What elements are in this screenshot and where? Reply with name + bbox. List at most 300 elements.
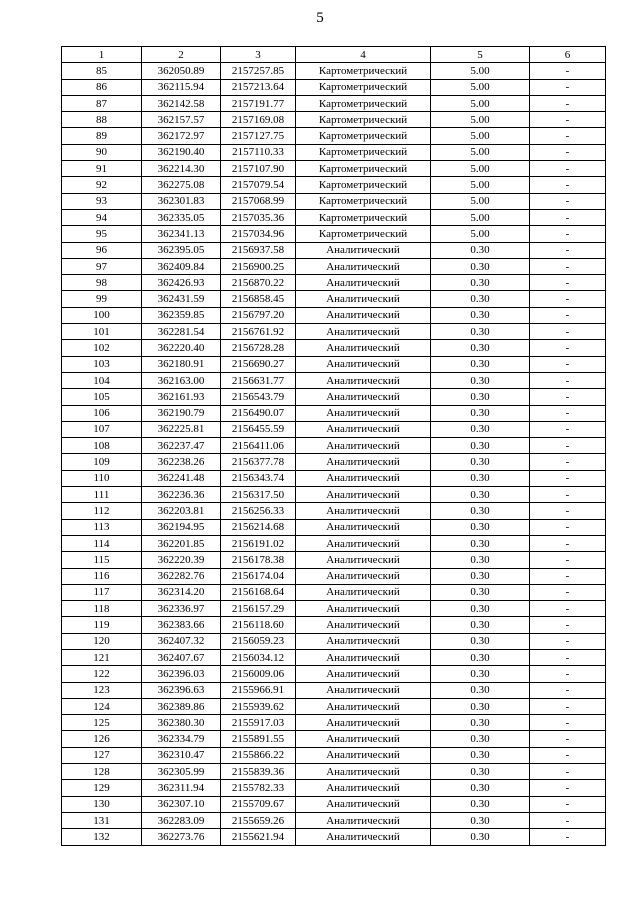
column-header: 2 — [142, 47, 221, 63]
note-cell: - — [530, 584, 606, 600]
y-coordinate-cell: 2155659.26 — [221, 812, 296, 828]
table-row — [62, 829, 606, 845]
y-coordinate-cell: 2156377.78 — [221, 454, 296, 470]
x-coordinate-cell: 362335.05 — [142, 209, 221, 225]
y-coordinate-cell: 2156797.20 — [221, 307, 296, 323]
point-number-cell: 117 — [62, 584, 142, 600]
table-row — [62, 666, 606, 682]
accuracy-cell: 5.00 — [431, 209, 530, 225]
y-coordinate-cell: 2155939.62 — [221, 698, 296, 714]
point-number-cell: 121 — [62, 649, 142, 665]
point-number-cell: 122 — [62, 666, 142, 682]
note-cell: - — [530, 454, 606, 470]
point-number-cell: 131 — [62, 812, 142, 828]
y-coordinate-cell: 2156455.59 — [221, 421, 296, 437]
method-cell: Аналитический — [296, 633, 431, 649]
method-cell: Аналитический — [296, 258, 431, 274]
y-coordinate-cell: 2156009.06 — [221, 666, 296, 682]
method-cell: Аналитический — [296, 796, 431, 812]
x-coordinate-cell: 362190.79 — [142, 405, 221, 421]
y-coordinate-cell: 2156191.02 — [221, 535, 296, 551]
x-coordinate-cell: 362431.59 — [142, 291, 221, 307]
accuracy-cell: 5.00 — [431, 128, 530, 144]
method-cell: Аналитический — [296, 731, 431, 747]
note-cell: - — [530, 128, 606, 144]
table-row — [62, 584, 606, 600]
note-cell: - — [530, 731, 606, 747]
method-cell: Картометрический — [296, 226, 431, 242]
y-coordinate-cell: 2157035.36 — [221, 209, 296, 225]
point-number-cell: 102 — [62, 340, 142, 356]
note-cell: - — [530, 487, 606, 503]
method-cell: Картометрический — [296, 79, 431, 95]
accuracy-cell: 0.30 — [431, 649, 530, 665]
method-cell: Аналитический — [296, 780, 431, 796]
y-coordinate-cell: 2156858.45 — [221, 291, 296, 307]
note-cell: - — [530, 682, 606, 698]
y-coordinate-cell: 2157079.54 — [221, 177, 296, 193]
method-cell: Картометрический — [296, 112, 431, 128]
accuracy-cell: 0.30 — [431, 601, 530, 617]
note-cell: - — [530, 438, 606, 454]
table-row — [62, 356, 606, 372]
table-row — [62, 503, 606, 519]
point-number-cell: 104 — [62, 372, 142, 388]
method-cell: Аналитический — [296, 584, 431, 600]
note-cell: - — [530, 552, 606, 568]
table-row — [62, 324, 606, 340]
x-coordinate-cell: 362314.20 — [142, 584, 221, 600]
y-coordinate-cell: 2157169.08 — [221, 112, 296, 128]
table-row — [62, 128, 606, 144]
point-number-cell: 97 — [62, 258, 142, 274]
note-cell: - — [530, 405, 606, 421]
note-cell: - — [530, 519, 606, 535]
table-row — [62, 715, 606, 731]
accuracy-cell: 0.30 — [431, 552, 530, 568]
note-cell: - — [530, 812, 606, 828]
y-coordinate-cell: 2156543.79 — [221, 389, 296, 405]
method-cell: Картометрический — [296, 144, 431, 160]
note-cell: - — [530, 601, 606, 617]
note-cell: - — [530, 389, 606, 405]
accuracy-cell: 5.00 — [431, 144, 530, 160]
note-cell: - — [530, 275, 606, 291]
table-row — [62, 291, 606, 307]
y-coordinate-cell: 2156870.22 — [221, 275, 296, 291]
column-header: 4 — [296, 47, 431, 63]
table-row — [62, 682, 606, 698]
x-coordinate-cell: 362163.00 — [142, 372, 221, 388]
accuracy-cell: 0.30 — [431, 242, 530, 258]
accuracy-cell: 0.30 — [431, 405, 530, 421]
method-cell: Аналитический — [296, 454, 431, 470]
y-coordinate-cell: 2156937.58 — [221, 242, 296, 258]
method-cell: Аналитический — [296, 421, 431, 437]
table-row — [62, 698, 606, 714]
x-coordinate-cell: 362396.63 — [142, 682, 221, 698]
point-number-cell: 132 — [62, 829, 142, 845]
point-number-cell: 120 — [62, 633, 142, 649]
note-cell: - — [530, 307, 606, 323]
method-cell: Аналитический — [296, 405, 431, 421]
note-cell: - — [530, 715, 606, 731]
point-number-cell: 128 — [62, 764, 142, 780]
point-number-cell: 126 — [62, 731, 142, 747]
y-coordinate-cell: 2156631.77 — [221, 372, 296, 388]
point-number-cell: 109 — [62, 454, 142, 470]
x-coordinate-cell: 362407.67 — [142, 649, 221, 665]
accuracy-cell: 0.30 — [431, 454, 530, 470]
x-coordinate-cell: 362409.84 — [142, 258, 221, 274]
note-cell: - — [530, 617, 606, 633]
point-number-cell: 100 — [62, 307, 142, 323]
column-header: 5 — [431, 47, 530, 63]
method-cell: Аналитический — [296, 372, 431, 388]
point-number-cell: 86 — [62, 79, 142, 95]
x-coordinate-cell: 362426.93 — [142, 275, 221, 291]
y-coordinate-cell: 2156034.12 — [221, 649, 296, 665]
x-coordinate-cell: 362334.79 — [142, 731, 221, 747]
method-cell: Аналитический — [296, 601, 431, 617]
note-cell: - — [530, 698, 606, 714]
accuracy-cell: 0.30 — [431, 731, 530, 747]
note-cell: - — [530, 764, 606, 780]
column-header: 1 — [62, 47, 142, 63]
note-cell: - — [530, 747, 606, 763]
x-coordinate-cell: 362407.32 — [142, 633, 221, 649]
accuracy-cell: 5.00 — [431, 226, 530, 242]
x-coordinate-cell: 362220.39 — [142, 552, 221, 568]
y-coordinate-cell: 2156411.06 — [221, 438, 296, 454]
point-number-cell: 125 — [62, 715, 142, 731]
point-number-cell: 90 — [62, 144, 142, 160]
x-coordinate-cell: 362161.93 — [142, 389, 221, 405]
note-cell: - — [530, 95, 606, 111]
note-cell: - — [530, 79, 606, 95]
y-coordinate-cell: 2157068.99 — [221, 193, 296, 209]
point-number-cell: 114 — [62, 535, 142, 551]
table-row — [62, 161, 606, 177]
accuracy-cell: 5.00 — [431, 161, 530, 177]
table-row — [62, 780, 606, 796]
method-cell: Аналитический — [296, 698, 431, 714]
accuracy-cell: 0.30 — [431, 698, 530, 714]
method-cell: Аналитический — [296, 812, 431, 828]
method-cell: Аналитический — [296, 682, 431, 698]
note-cell: - — [530, 829, 606, 845]
accuracy-cell: 0.30 — [431, 340, 530, 356]
table-row — [62, 307, 606, 323]
note-cell: - — [530, 421, 606, 437]
accuracy-cell: 0.30 — [431, 568, 530, 584]
table-row — [62, 144, 606, 160]
table-row — [62, 209, 606, 225]
x-coordinate-cell: 362311.94 — [142, 780, 221, 796]
note-cell: - — [530, 503, 606, 519]
table-row — [62, 79, 606, 95]
accuracy-cell: 0.30 — [431, 275, 530, 291]
accuracy-cell: 0.30 — [431, 633, 530, 649]
x-coordinate-cell: 362241.48 — [142, 470, 221, 486]
point-number-cell: 92 — [62, 177, 142, 193]
x-coordinate-cell: 362389.86 — [142, 698, 221, 714]
accuracy-cell: 0.30 — [431, 715, 530, 731]
method-cell: Картометрический — [296, 177, 431, 193]
note-cell: - — [530, 666, 606, 682]
point-number-cell: 106 — [62, 405, 142, 421]
accuracy-cell: 0.30 — [431, 487, 530, 503]
y-coordinate-cell: 2155891.55 — [221, 731, 296, 747]
y-coordinate-cell: 2156343.74 — [221, 470, 296, 486]
table-row — [62, 796, 606, 812]
table-row — [62, 617, 606, 633]
x-coordinate-cell: 362203.81 — [142, 503, 221, 519]
x-coordinate-cell: 362194.95 — [142, 519, 221, 535]
accuracy-cell: 0.30 — [431, 307, 530, 323]
method-cell: Картометрический — [296, 95, 431, 111]
method-cell: Аналитический — [296, 715, 431, 731]
accuracy-cell: 0.30 — [431, 324, 530, 340]
accuracy-cell: 0.30 — [431, 389, 530, 405]
accuracy-cell: 0.30 — [431, 535, 530, 551]
table-row — [62, 552, 606, 568]
accuracy-cell: 5.00 — [431, 63, 530, 79]
method-cell: Аналитический — [296, 503, 431, 519]
method-cell: Аналитический — [296, 307, 431, 323]
table-row — [62, 242, 606, 258]
table-row — [62, 63, 606, 79]
point-number-cell: 112 — [62, 503, 142, 519]
point-number-cell: 111 — [62, 487, 142, 503]
accuracy-cell: 0.30 — [431, 780, 530, 796]
y-coordinate-cell: 2156690.27 — [221, 356, 296, 372]
y-coordinate-cell: 2157257.85 — [221, 63, 296, 79]
table-row — [62, 454, 606, 470]
table-row — [62, 193, 606, 209]
method-cell: Аналитический — [296, 747, 431, 763]
accuracy-cell: 5.00 — [431, 95, 530, 111]
point-number-cell: 96 — [62, 242, 142, 258]
note-cell: - — [530, 177, 606, 193]
point-number-cell: 99 — [62, 291, 142, 307]
table-row — [62, 372, 606, 388]
note-cell: - — [530, 535, 606, 551]
accuracy-cell: 0.30 — [431, 438, 530, 454]
y-coordinate-cell: 2155709.67 — [221, 796, 296, 812]
method-cell: Аналитический — [296, 438, 431, 454]
note-cell: - — [530, 63, 606, 79]
table-row — [62, 764, 606, 780]
x-coordinate-cell: 362395.05 — [142, 242, 221, 258]
x-coordinate-cell: 362301.83 — [142, 193, 221, 209]
note-cell: - — [530, 340, 606, 356]
point-number-cell: 124 — [62, 698, 142, 714]
x-coordinate-cell: 362115.94 — [142, 79, 221, 95]
method-cell: Аналитический — [296, 617, 431, 633]
method-cell: Картометрический — [296, 63, 431, 79]
x-coordinate-cell: 362305.99 — [142, 764, 221, 780]
x-coordinate-cell: 362380.30 — [142, 715, 221, 731]
accuracy-cell: 0.30 — [431, 503, 530, 519]
point-number-cell: 119 — [62, 617, 142, 633]
method-cell: Аналитический — [296, 552, 431, 568]
y-coordinate-cell: 2155621.94 — [221, 829, 296, 845]
method-cell: Аналитический — [296, 340, 431, 356]
x-coordinate-cell: 362190.40 — [142, 144, 221, 160]
note-cell: - — [530, 324, 606, 340]
table-row — [62, 519, 606, 535]
table-row — [62, 649, 606, 665]
x-coordinate-cell: 362341.13 — [142, 226, 221, 242]
point-number-cell: 129 — [62, 780, 142, 796]
x-coordinate-cell: 362283.09 — [142, 812, 221, 828]
note-cell: - — [530, 161, 606, 177]
note-cell: - — [530, 568, 606, 584]
point-number-cell: 123 — [62, 682, 142, 698]
accuracy-cell: 0.30 — [431, 258, 530, 274]
y-coordinate-cell: 2156157.29 — [221, 601, 296, 617]
y-coordinate-cell: 2156059.23 — [221, 633, 296, 649]
x-coordinate-cell: 362336.97 — [142, 601, 221, 617]
x-coordinate-cell: 362180.91 — [142, 356, 221, 372]
point-number-cell: 88 — [62, 112, 142, 128]
point-number-cell: 110 — [62, 470, 142, 486]
x-coordinate-cell: 362220.40 — [142, 340, 221, 356]
note-cell: - — [530, 796, 606, 812]
method-cell: Аналитический — [296, 275, 431, 291]
note-cell: - — [530, 209, 606, 225]
method-cell: Аналитический — [296, 519, 431, 535]
method-cell: Аналитический — [296, 666, 431, 682]
note-cell: - — [530, 291, 606, 307]
method-cell: Аналитический — [296, 356, 431, 372]
point-number-cell: 94 — [62, 209, 142, 225]
x-coordinate-cell: 362142.58 — [142, 95, 221, 111]
table-row — [62, 226, 606, 242]
accuracy-cell: 0.30 — [431, 372, 530, 388]
y-coordinate-cell: 2156174.04 — [221, 568, 296, 584]
point-number-cell: 93 — [62, 193, 142, 209]
table-row — [62, 258, 606, 274]
table-row — [62, 177, 606, 193]
method-cell: Аналитический — [296, 568, 431, 584]
y-coordinate-cell: 2156900.25 — [221, 258, 296, 274]
y-coordinate-cell: 2155839.36 — [221, 764, 296, 780]
x-coordinate-cell: 362157.57 — [142, 112, 221, 128]
table-row — [62, 535, 606, 551]
accuracy-cell: 0.30 — [431, 584, 530, 600]
point-number-cell: 98 — [62, 275, 142, 291]
x-coordinate-cell: 362310.47 — [142, 747, 221, 763]
table-row — [62, 601, 606, 617]
point-number-cell: 130 — [62, 796, 142, 812]
note-cell: - — [530, 242, 606, 258]
point-number-cell: 127 — [62, 747, 142, 763]
y-coordinate-cell: 2157213.64 — [221, 79, 296, 95]
x-coordinate-cell: 362238.26 — [142, 454, 221, 470]
note-cell: - — [530, 649, 606, 665]
accuracy-cell: 5.00 — [431, 79, 530, 95]
note-cell: - — [530, 226, 606, 242]
method-cell: Аналитический — [296, 291, 431, 307]
accuracy-cell: 5.00 — [431, 112, 530, 128]
note-cell: - — [530, 144, 606, 160]
x-coordinate-cell: 362282.76 — [142, 568, 221, 584]
note-cell: - — [530, 193, 606, 209]
x-coordinate-cell: 362236.36 — [142, 487, 221, 503]
table-row — [62, 112, 606, 128]
accuracy-cell: 0.30 — [431, 519, 530, 535]
point-number-cell: 87 — [62, 95, 142, 111]
method-cell: Аналитический — [296, 389, 431, 405]
point-number-cell: 105 — [62, 389, 142, 405]
method-cell: Аналитический — [296, 324, 431, 340]
table-row — [62, 812, 606, 828]
method-cell: Картометрический — [296, 128, 431, 144]
accuracy-cell: 5.00 — [431, 177, 530, 193]
method-cell: Картометрический — [296, 209, 431, 225]
accuracy-cell: 0.30 — [431, 829, 530, 845]
table-row — [62, 389, 606, 405]
coordinates-table — [61, 46, 606, 846]
method-cell: Картометрический — [296, 161, 431, 177]
accuracy-cell: 0.30 — [431, 682, 530, 698]
y-coordinate-cell: 2157034.96 — [221, 226, 296, 242]
table-row — [62, 633, 606, 649]
point-number-cell: 103 — [62, 356, 142, 372]
x-coordinate-cell: 362281.54 — [142, 324, 221, 340]
point-number-cell: 91 — [62, 161, 142, 177]
accuracy-cell: 0.30 — [431, 421, 530, 437]
x-coordinate-cell: 362383.66 — [142, 617, 221, 633]
y-coordinate-cell: 2157110.33 — [221, 144, 296, 160]
method-cell: Аналитический — [296, 535, 431, 551]
accuracy-cell: 0.30 — [431, 747, 530, 763]
method-cell: Аналитический — [296, 470, 431, 486]
point-number-cell: 95 — [62, 226, 142, 242]
x-coordinate-cell: 362225.81 — [142, 421, 221, 437]
x-coordinate-cell: 362214.30 — [142, 161, 221, 177]
note-cell: - — [530, 356, 606, 372]
table-row — [62, 568, 606, 584]
note-cell: - — [530, 470, 606, 486]
note-cell: - — [530, 112, 606, 128]
column-header: 3 — [221, 47, 296, 63]
method-cell: Аналитический — [296, 487, 431, 503]
page-number: 5 — [316, 10, 324, 26]
y-coordinate-cell: 2155866.22 — [221, 747, 296, 763]
y-coordinate-cell: 2157127.75 — [221, 128, 296, 144]
table-row — [62, 95, 606, 111]
x-coordinate-cell: 362050.89 — [142, 63, 221, 79]
y-coordinate-cell: 2156214.68 — [221, 519, 296, 535]
y-coordinate-cell: 2157191.77 — [221, 95, 296, 111]
accuracy-cell: 0.30 — [431, 764, 530, 780]
accuracy-cell: 0.30 — [431, 796, 530, 812]
accuracy-cell: 0.30 — [431, 812, 530, 828]
method-cell: Аналитический — [296, 764, 431, 780]
y-coordinate-cell: 2156728.28 — [221, 340, 296, 356]
point-number-cell: 113 — [62, 519, 142, 535]
y-coordinate-cell: 2156168.64 — [221, 584, 296, 600]
y-coordinate-cell: 2157107.90 — [221, 161, 296, 177]
x-coordinate-cell: 362201.85 — [142, 535, 221, 551]
note-cell: - — [530, 372, 606, 388]
y-coordinate-cell: 2156118.60 — [221, 617, 296, 633]
accuracy-cell: 0.30 — [431, 291, 530, 307]
note-cell: - — [530, 633, 606, 649]
